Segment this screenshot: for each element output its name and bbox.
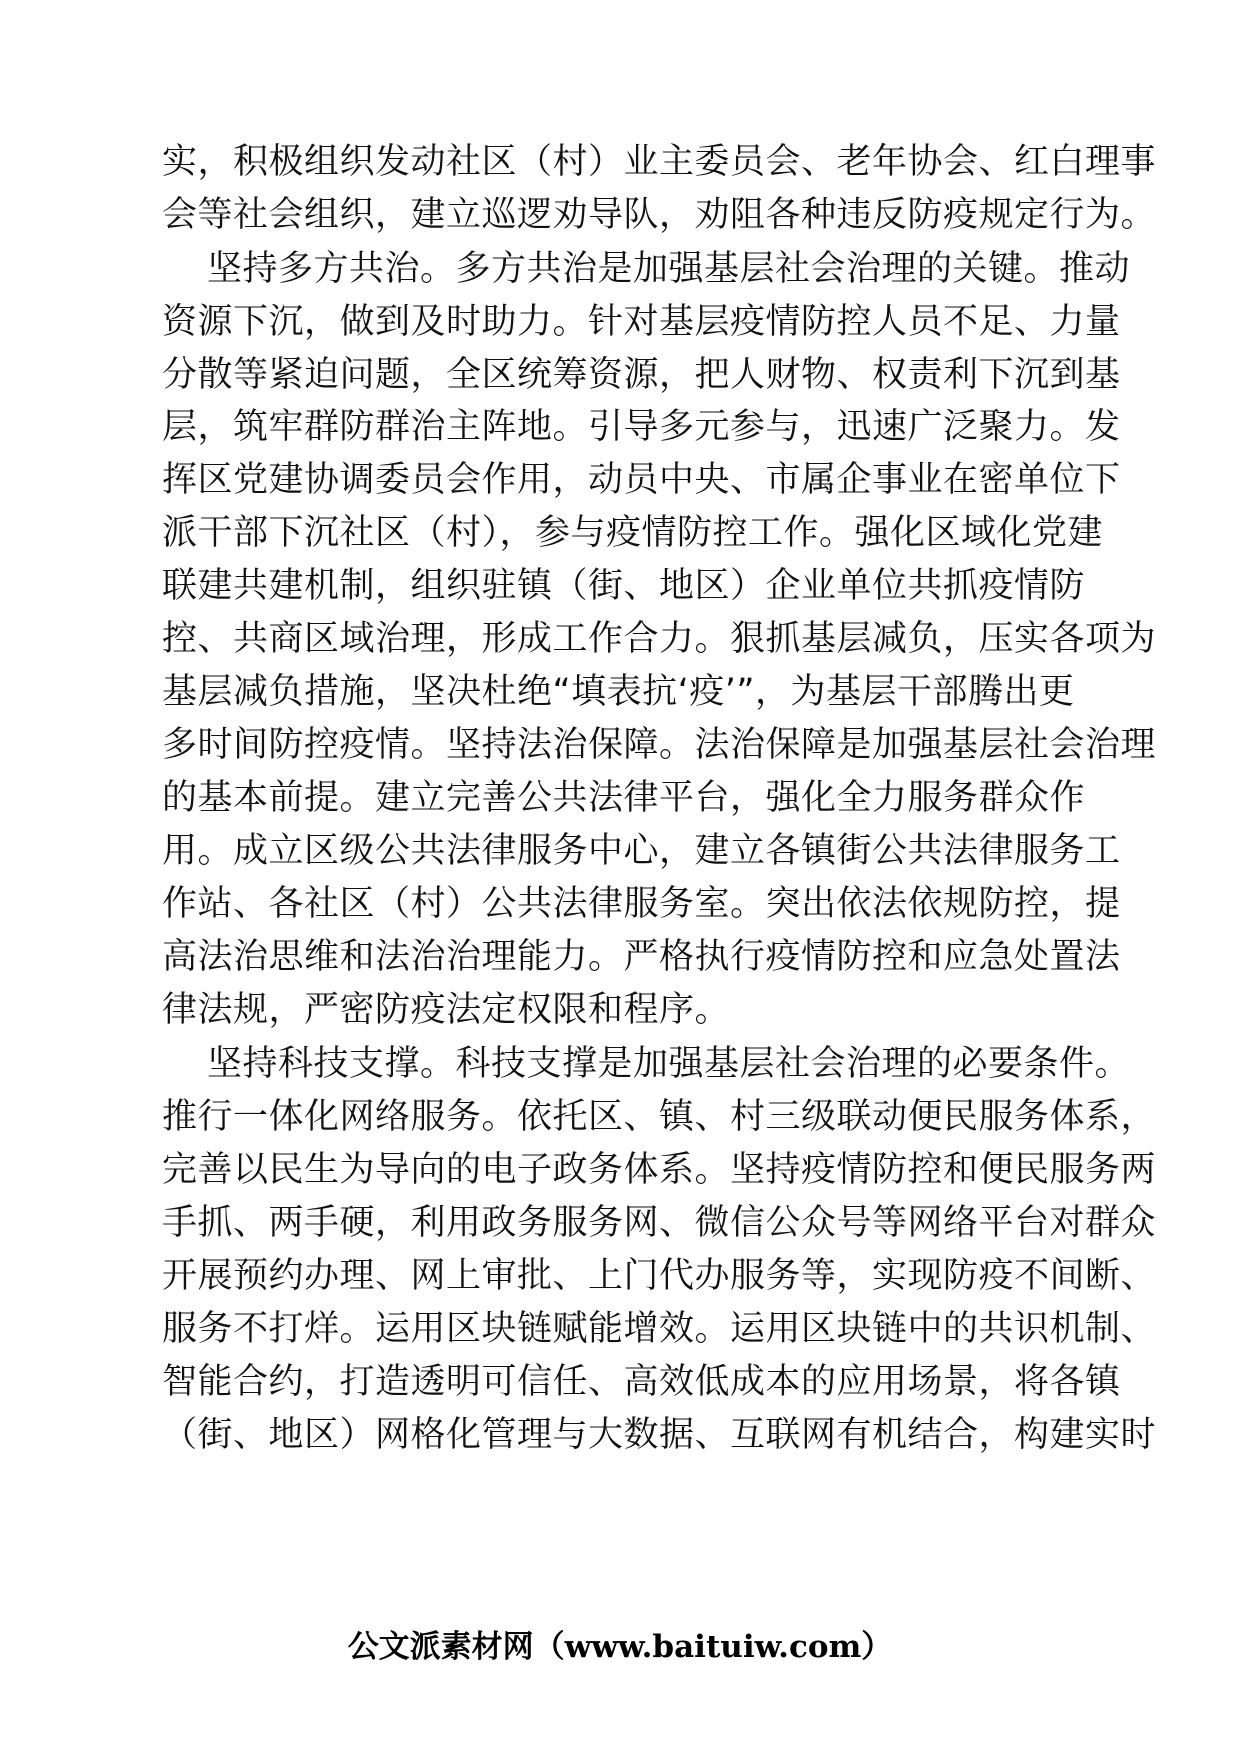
text-line: 完善以民生为导向的电子政务体系。坚持疫情防控和便民服务两	[162, 1150, 1157, 1190]
text-line: 控、共商区域治理，形成工作合力。狠抓基层减负，压实各项为	[162, 619, 1157, 659]
text-line: 用。成立区级公共法律服务中心，建立各镇街公共法律服务工	[162, 831, 1121, 871]
text-line: 挥区党建协调委员会作用，动员中央、市属企事业在密单位下	[162, 460, 1121, 500]
paragraph-start-line: 坚持多方共治。多方共治是加强基层社会治理的关键。推动	[207, 249, 1131, 289]
text-line: （街、地区）网格化管理与大数据、互联网有机结合，构建实时	[162, 1415, 1157, 1455]
text-line: 开展预约办理、网上审批、上门代办服务等，实现防疫不间断、	[162, 1256, 1157, 1296]
text-line: 资源下沉，做到及时助力。针对基层疫情防控人员不足、力量	[162, 302, 1121, 342]
text-line: 分散等紧迫问题，全区统筹资源，把人财物、权责利下沉到基	[162, 355, 1121, 395]
text-line: 会等社会组织，建立巡逻劝导队，劝阻各种违反防疫规定行为。	[162, 195, 1157, 235]
text-line: 实，积极组织发动社区（村）业主委员会、老年协会、红白理事	[162, 142, 1157, 182]
text-line: 层，筑牢群防群治主阵地。引导多元参与，迅速广泛聚力。发	[162, 407, 1121, 447]
text-line: 手抓、两手硬，利用政务服务网、微信公众号等网络平台对群众	[162, 1203, 1157, 1243]
text-line: 作站、各社区（村）公共法律服务室。突出依法依规防控，提	[162, 884, 1121, 924]
paragraph-start-line: 坚持科技支撑。科技支撑是加强基层社会治理的必要条件。	[207, 1044, 1131, 1084]
text-line: 推行一体化网络服务。依托区、镇、村三级联动便民服务体系，	[162, 1097, 1157, 1137]
text-line: 的基本前提。建立完善公共法律平台，强化全力服务群众作	[162, 778, 1086, 818]
text-line: 多时间防控疫情。坚持法治保障。法治保障是加强基层社会治理	[162, 725, 1157, 765]
text-line: 派干部下沉社区（村），参与疫情防控工作。强化区域化党建	[162, 513, 1104, 553]
text-line: 服务不打烊。运用区块链赋能增效。运用区块链中的共识机制、	[162, 1309, 1157, 1349]
footer-watermark: 公文派素材网（www.baituiw.com）	[347, 1629, 893, 1665]
text-line: 联建共建机制，组织驻镇（街、地区）企业单位共抓疫情防	[162, 566, 1086, 606]
text-line: 高法治思维和法治治理能力。严格执行疫情防控和应急处置法	[162, 937, 1121, 977]
text-line: 智能合约，打造透明可信任、高效低成本的应用场景，将各镇	[162, 1362, 1121, 1402]
text-line: 律法规，严密防疫法定权限和程序。	[162, 990, 731, 1030]
text-line: 基层减负措施，坚决杜绝“填表抗‘疫’”，为基层干部腾出更	[162, 672, 1075, 712]
